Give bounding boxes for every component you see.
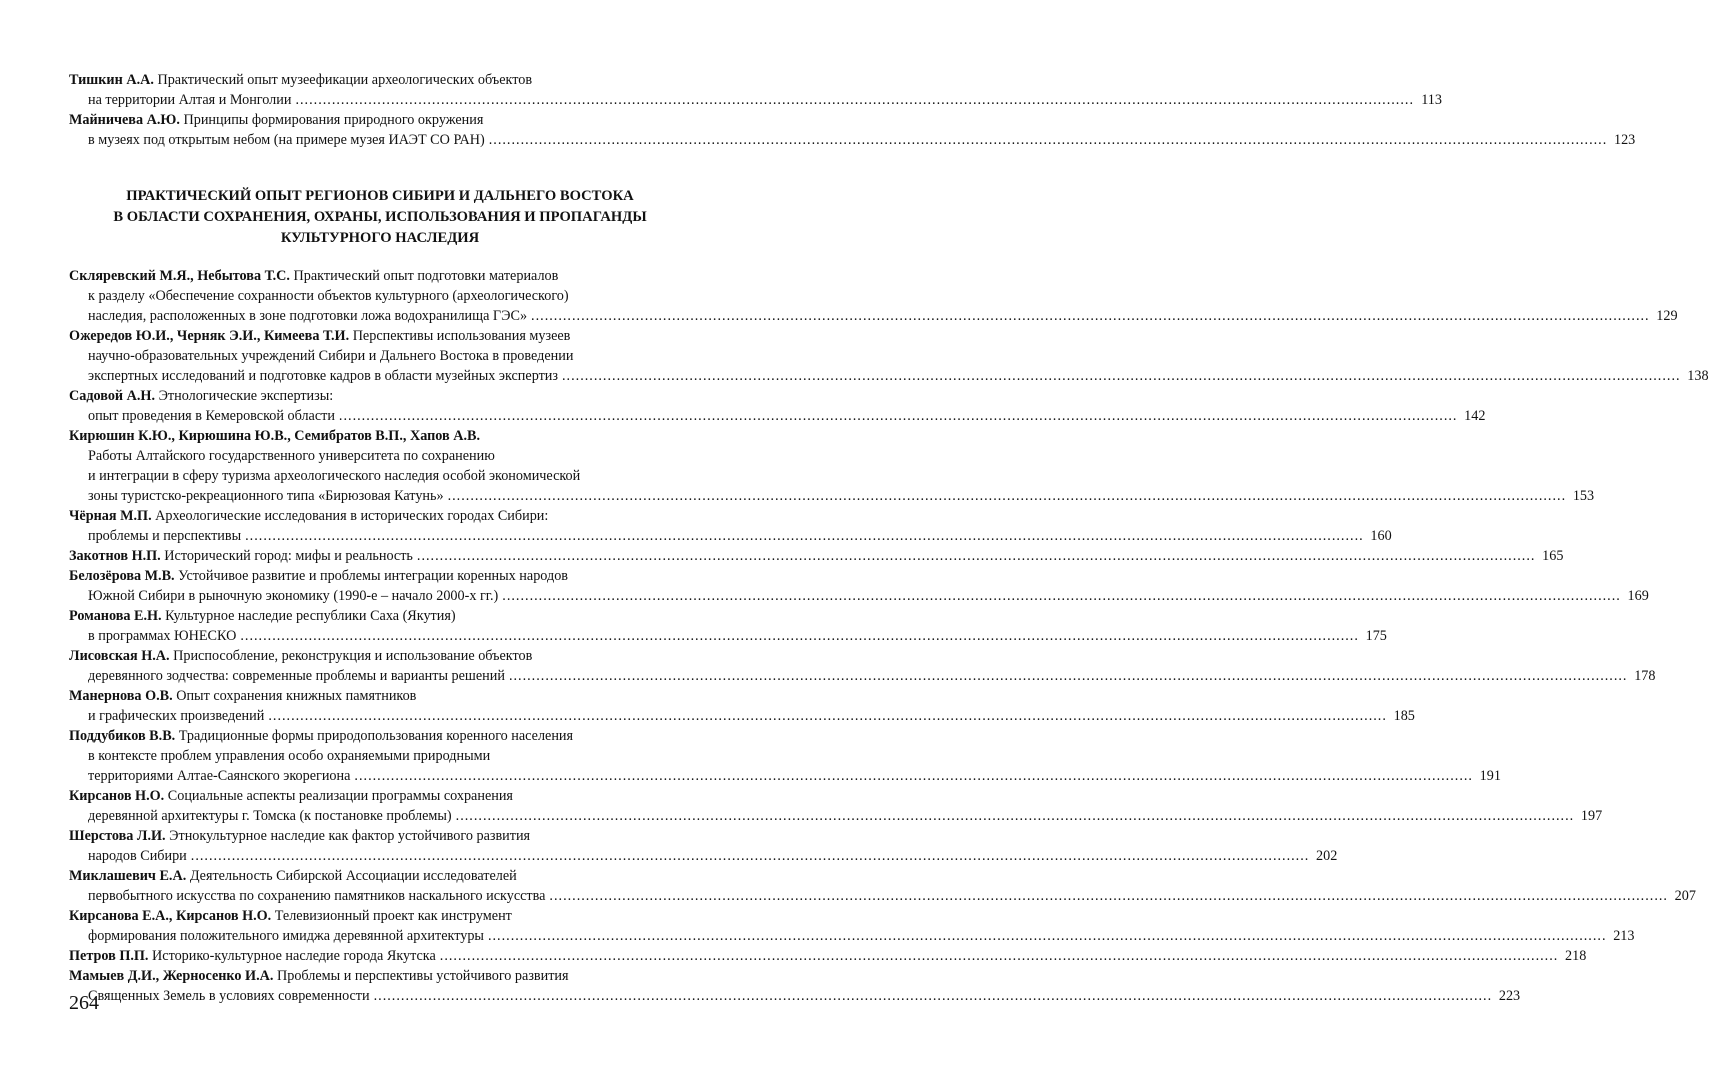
toc-entry-authors: Шерстова Л.И. [69, 828, 166, 844]
toc-entry-page: 218 [1565, 948, 1587, 964]
toc-entry-line [69, 446, 695, 466]
toc-entry-line [69, 926, 1635, 946]
toc-entry-text [69, 70, 532, 90]
toc-entry-authors: Кирсанов Н.О. [69, 788, 165, 804]
toc-entry-text [69, 786, 513, 806]
toc-entry-title: на территории Алтая и Монголии [88, 92, 292, 108]
toc-entry-page: 165 [1542, 548, 1564, 564]
toc-entry-line [69, 486, 1595, 506]
toc-entry-text [69, 966, 569, 986]
toc-entry [69, 646, 1656, 686]
toc-entry-line [69, 546, 1564, 566]
toc-entry-page: 113 [1421, 92, 1442, 108]
toc-entry [69, 546, 1564, 566]
toc-entry [69, 266, 1678, 326]
toc-main-list [69, 266, 1709, 1006]
toc-entry-authors: Петров П.П. [69, 948, 149, 964]
toc-entry-page: 223 [1498, 988, 1521, 1004]
toc-entry [69, 326, 1709, 386]
toc-entry-text [88, 286, 569, 306]
toc-entry-line [69, 706, 1415, 726]
toc-entry-page: 213 [1613, 928, 1635, 944]
toc-entry-line [69, 766, 1501, 786]
toc-entry [69, 426, 1595, 506]
toc-leader-dots [354, 766, 1473, 786]
toc-entry-text [88, 466, 580, 486]
toc-entry-page: 142 [1464, 408, 1486, 424]
toc-entry-page: 202 [1316, 848, 1338, 864]
toc-entry-line [69, 586, 1649, 606]
toc-entry-line [69, 646, 695, 666]
toc-entry-text [88, 586, 498, 606]
toc-entry-title: формирования положительного имиджа деревянной архитектуры [88, 928, 484, 944]
toc-entry-title: Этнокультурное наследие как фактор устойчивого развития [169, 828, 531, 844]
toc-entry-authors: Ожередов Ю.И., Черняк Э.И., Кимеева Т.И. [69, 328, 350, 344]
toc-entry-page: 138 [1687, 368, 1709, 384]
toc-entry-line [69, 986, 1521, 1006]
toc-entry-text [69, 726, 573, 746]
toc-leader-dots [456, 806, 1575, 826]
toc-entry-line [69, 966, 695, 986]
toc-entry-authors: Лисовская Н.А. [69, 648, 170, 664]
toc-entry [69, 506, 1392, 546]
toc-entry-text [88, 406, 335, 426]
toc-entry-title: Исторический город: мифы и реальность [164, 548, 413, 564]
toc-leader-dots [549, 886, 1668, 906]
toc-entry-text [88, 346, 573, 366]
toc-entry-line [69, 286, 695, 306]
toc-entry-authors: Кирюшин К.Ю., Кирюшина Ю.В., Семибратов В.П., Хапов А.В. [69, 428, 481, 444]
toc-entry-line [69, 366, 1709, 386]
toc-top-list [69, 70, 1636, 150]
toc-entry-line [69, 806, 1603, 826]
toc-entry-title: деревянного зодчества: современные проблемы и варианты решений [88, 668, 505, 684]
toc-leader-dots [295, 90, 1414, 110]
toc-entry-text [88, 366, 558, 386]
toc-entry-title: в программах ЮНЕСКО [88, 628, 237, 644]
toc-entry-title: Устойчивое развитие и проблемы интеграции коренных народов [178, 568, 568, 584]
toc-entry-text [69, 426, 480, 446]
toc-leader-dots [502, 586, 1621, 606]
toc-entry-line [69, 70, 695, 90]
toc-entry-authors: Майничева А.Ю. [69, 112, 180, 128]
toc-entry-text [69, 606, 456, 626]
toc-entry-page: 178 [1634, 668, 1656, 684]
toc-entry-page: 160 [1370, 528, 1392, 544]
toc-entry-title: проблемы и перспективы [88, 528, 242, 544]
toc-entry-title: Приспособление, реконструкция и использование объектов [173, 648, 533, 664]
toc-entry-title: Принципы формирования природного окружения [183, 112, 484, 128]
toc-leader-dots [245, 526, 1364, 546]
toc-entry-line [69, 326, 695, 346]
toc-entry-line [69, 466, 695, 486]
toc-leader-dots [374, 986, 1493, 1006]
toc-entry-text [88, 626, 236, 646]
toc-entry-authors: Садовой А.Н. [69, 388, 156, 404]
toc-entry-title: Этнологические экспертизы: [158, 388, 334, 404]
toc-entry-title: Южной Сибири в рыночную экономику (1990-е – начало 2000-х гг.) [88, 588, 499, 604]
toc-entry-line [69, 306, 1678, 326]
toc-entry-text [88, 746, 490, 766]
toc-entry-title: Практический опыт музеефикации археологических объектов [157, 72, 533, 88]
toc-entry-text [88, 806, 452, 826]
toc-entry-text [69, 506, 548, 526]
toc-entry-page: 169 [1627, 588, 1649, 604]
toc-entry-authors: Романова Е.Н. [69, 608, 162, 624]
toc-entry-line [69, 426, 695, 446]
toc-entry-text [88, 446, 495, 466]
toc-entry-line [69, 906, 695, 926]
toc-entry-line [69, 110, 695, 130]
toc-entry-line [69, 826, 695, 846]
toc-entry-authors: Тишкин А.А. [69, 72, 154, 88]
toc-entry-title: Культурное наследие республики Саха (Якутия) [165, 608, 456, 624]
toc-leader-dots [488, 926, 1607, 946]
toc-entry-text [88, 666, 505, 686]
toc-entry [69, 726, 1501, 786]
toc-entry-line [69, 406, 1486, 426]
toc-leader-dots [268, 706, 1387, 726]
toc-entry [69, 946, 1587, 966]
toc-entry-page: 129 [1656, 308, 1678, 324]
toc-entry [69, 386, 1486, 426]
toc-entry-text [69, 906, 512, 926]
toc-entry-line [69, 346, 695, 366]
toc-entry-title: и интеграции в сферу туризма археологического наследия особой экономической [88, 468, 581, 484]
toc-leader-dots [531, 306, 1650, 326]
toc-entry-authors: Манернова О.В. [69, 688, 173, 704]
toc-entry-line [69, 386, 695, 406]
toc-entry-line [69, 846, 1338, 866]
toc-entry-authors: Чёрная М.П. [69, 508, 152, 524]
page-number: 264 [69, 992, 99, 1014]
toc-entry-title: Проблемы и перспективы устойчивого развития [276, 968, 569, 984]
toc-entry [69, 866, 1696, 906]
toc-leader-dots [191, 846, 1310, 866]
toc-entry [69, 966, 1521, 1006]
toc-entry-text [88, 886, 545, 906]
toc-entry-text [88, 486, 444, 506]
section-heading [60, 186, 700, 249]
toc-entry [69, 70, 1442, 110]
toc-entry-line [69, 90, 1442, 110]
toc-entry-authors: Закотнов Н.П. [69, 548, 161, 564]
toc-entry-title: экспертных исследований и подготовке кадров в области музейных экспертиз [88, 368, 558, 384]
toc-leader-dots [240, 626, 1359, 646]
toc-entry-title: Археологические исследования в исторических городах Сибири: [155, 508, 549, 524]
toc-entry-text [88, 306, 527, 326]
toc-entry-text [88, 526, 241, 546]
toc-entry-text [88, 846, 187, 866]
toc-entry-page: 123 [1613, 132, 1636, 148]
toc-entry-line [69, 746, 695, 766]
toc-entry-title: территориями Алтае-Саянского экорегиона [88, 768, 351, 784]
toc-entry-title: в контексте проблем управления особо охраняемыми природными [88, 748, 491, 764]
toc-entry [69, 110, 1636, 150]
toc-entry-text [88, 766, 350, 786]
toc-entry-page: 153 [1572, 488, 1595, 504]
toc-entry-text [69, 326, 570, 346]
section-heading-line: ПРАКТИЧЕСКИЙ ОПЫТ РЕГИОНОВ СИБИРИ И ДАЛЬНЕГО ВОСТОКА [126, 188, 634, 204]
toc-entry-title: к разделу «Обеспечение сохранности объектов культурного (археологического) [88, 288, 569, 304]
toc-entry-title: Перспективы использования музеев [352, 328, 571, 344]
toc-entry-line [69, 606, 695, 626]
toc-entry-authors: Кирсанова Е.А., Кирсанов Н.О. [69, 908, 272, 924]
toc-entry-title: Традиционные формы природопользования коренного населения [178, 728, 574, 744]
toc-entry-line [69, 666, 1656, 686]
toc-entry-text [69, 646, 532, 666]
toc-entry-title: и графических произведений [88, 708, 265, 724]
toc-entry-line [69, 866, 695, 886]
toc-entry [69, 686, 1415, 726]
toc-entry-line [69, 726, 695, 746]
toc-entry-title: наследия, расположенных в зоне подготовки ложа водохранилища ГЭС» [88, 308, 528, 324]
toc-entry-line [69, 506, 695, 526]
toc-entry-line [69, 886, 1696, 906]
toc-entry-title: первобытного искусства по сохранению памятников наскального искусства [88, 888, 546, 904]
toc-leader-dots [448, 486, 1567, 506]
toc-entry-authors: Миклашевич Е.А. [69, 868, 187, 884]
toc-entry-title: Историко-культурное наследие города Якутска [152, 948, 436, 964]
toc-entry-text [88, 706, 264, 726]
toc-entry-page: 207 [1674, 888, 1696, 904]
toc-entry-line [69, 946, 1587, 966]
toc-entry-authors: Белозёрова М.В. [69, 568, 175, 584]
toc-entry-text [69, 566, 568, 586]
toc-entry-page: 185 [1393, 708, 1415, 724]
toc-entry-authors: Мамыев Д.И., Жерносенко И.А. [69, 968, 274, 984]
toc-entry-text [69, 266, 558, 286]
toc-entry-title: зоны туристско-рекреационного типа «Бирюзовая Катунь» [88, 488, 444, 504]
toc-entry-text [69, 110, 483, 130]
toc-entry-line [69, 626, 1387, 646]
toc-entry-text [69, 946, 436, 966]
toc-entry-text [88, 986, 370, 1006]
toc-leader-dots [339, 406, 1458, 426]
toc-entry-title: Работы Алтайского государственного университета по сохранению [88, 448, 495, 464]
toc-entry-text [69, 826, 530, 846]
toc-entry-title: Социальные аспекты реализации программы сохранения [167, 788, 513, 804]
toc-entry-title: опыт проведения в Кемеровской области [88, 408, 335, 424]
toc-entry-title: Деятельность Сибирской Ассоциации исследователей [189, 868, 517, 884]
toc-entry-title: деревянной архитектуры г. Томска (к постановке проблемы) [88, 808, 452, 824]
toc-entry [69, 786, 1603, 826]
toc-entry-text [69, 546, 413, 566]
toc-entry-line [69, 566, 695, 586]
toc-entry-title: научно-образовательных учреждений Сибири и Дальнего Востока в проведении [88, 348, 574, 364]
toc-entry-line [69, 266, 695, 286]
toc-entry-page: 191 [1479, 768, 1501, 784]
toc-entry [69, 906, 1635, 946]
toc-entry-authors: Скляревский М.Я., Небытова Т.С. [69, 268, 290, 284]
toc-entry-authors: Поддубиков В.В. [69, 728, 176, 744]
toc-entry-page: 175 [1365, 628, 1387, 644]
toc-entry-text [69, 386, 333, 406]
toc-entry [69, 606, 1387, 646]
toc-entry-line [69, 786, 695, 806]
toc-entry-line [69, 526, 1392, 546]
toc-entry [69, 566, 1649, 606]
section-heading-line: КУЛЬТУРНОГО НАСЛЕДИЯ [280, 230, 480, 246]
toc-entry-text [88, 926, 484, 946]
toc-entry-title: Священных Земель в условиях современности [88, 988, 370, 1004]
toc-entry-title: в музеях под открытым небом (на примере музея ИАЭТ СО РАН) [88, 132, 485, 148]
toc-entry-title: Практический опыт подготовки материалов [293, 268, 559, 284]
toc-entry-line [69, 686, 695, 706]
toc-leader-dots [440, 946, 1559, 966]
toc-entry [69, 826, 1338, 866]
toc-leader-dots [509, 666, 1628, 686]
toc-entry-title: Опыт сохранения книжных памятников [176, 688, 417, 704]
toc-entry-text [69, 866, 517, 886]
toc-entry-text [88, 130, 485, 150]
toc-entry-line [69, 130, 1636, 150]
toc-entry-text [69, 686, 416, 706]
section-heading-line: В ОБЛАСТИ СОХРАНЕНИЯ, ОХРАНЫ, ИСПОЛЬЗОВАНИЯ И ПРОПАГАНДЫ [113, 209, 647, 225]
toc-entry-page: 197 [1580, 808, 1603, 824]
toc-leader-dots [417, 546, 1536, 566]
toc-leader-dots [489, 130, 1608, 150]
toc-entry-title: Телевизионный проект как инструмент [274, 908, 512, 924]
toc-entry-title: народов Сибири [88, 848, 187, 864]
toc-leader-dots [562, 366, 1681, 386]
toc-entry-text [88, 90, 291, 110]
